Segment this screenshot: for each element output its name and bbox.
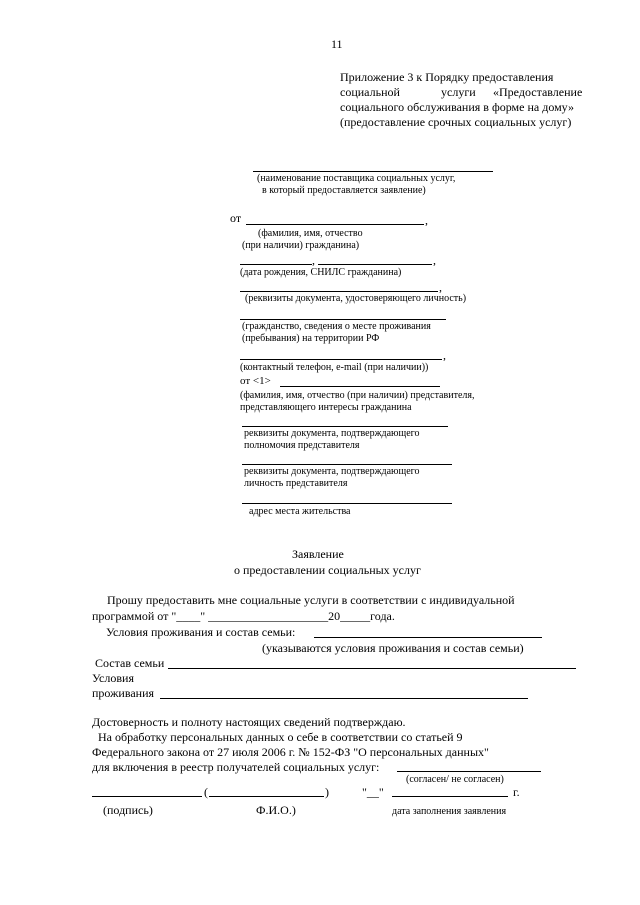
paren-close: ) bbox=[325, 785, 329, 799]
powers-doc-hint-2: полномочия представителя bbox=[244, 440, 360, 451]
citizenship-hint-1: (гражданство, сведения о месте проживания bbox=[242, 321, 431, 332]
signature-line[interactable] bbox=[92, 796, 202, 797]
applicant-name-hint-1: (фамилия, имя, отчество bbox=[258, 228, 363, 239]
family-line[interactable] bbox=[168, 668, 576, 669]
provider-hint-1: (наименование поставщика социальных услуг, bbox=[257, 173, 456, 184]
provider-name-line[interactable] bbox=[253, 171, 493, 172]
comma: , bbox=[312, 253, 315, 267]
date-label: дата заполнения заявления bbox=[392, 806, 507, 817]
contact-hint: (контактный телефон, e-mail (при наличии)) bbox=[240, 362, 429, 373]
address-hint: адрес места жительства bbox=[249, 506, 351, 517]
rep-identity-doc-line[interactable] bbox=[242, 464, 452, 465]
conditions-label: Условия проживания и состав семьи: bbox=[106, 625, 296, 639]
comma: , bbox=[433, 253, 436, 267]
citizenship-hint-2: (пребывания) на территории РФ bbox=[242, 333, 380, 344]
signature-label: (подпись) bbox=[103, 803, 153, 817]
comma: , bbox=[439, 280, 442, 294]
fio-line[interactable] bbox=[209, 796, 324, 797]
living-line[interactable] bbox=[160, 698, 528, 699]
family-label: Состав семьи bbox=[95, 656, 165, 670]
request-line-2: программой от "____" ____________________20_____года. bbox=[92, 609, 395, 623]
rep-identity-doc-hint-1: реквизиты документа, подтверждающего bbox=[244, 466, 420, 477]
consent-answer-line[interactable] bbox=[397, 771, 541, 772]
contact-line[interactable] bbox=[240, 359, 442, 360]
confirm-text: Достоверность и полноту настоящих сведений подтверждаю. bbox=[92, 715, 406, 729]
conditions-hint: (указываются условия проживания и состав семьи) bbox=[262, 641, 524, 655]
representative-name-hint-1: (фамилия, имя, отчество (при наличии) представителя, bbox=[240, 390, 475, 401]
consent-line-2: Федерального закона от 27 июля 2006 г. № 152-ФЗ "О персональных данных" bbox=[92, 745, 489, 759]
living-label-1: Условия bbox=[92, 671, 134, 685]
provider-hint-2: в который предоставляется заявление) bbox=[262, 185, 426, 196]
consent-line-1: На обработку персональных данных о себе в соответствии со статьей 9 bbox=[98, 730, 463, 744]
date-month-line[interactable] bbox=[392, 796, 508, 797]
identity-doc-hint: (реквизиты документа, удостоверяющего личность) bbox=[245, 293, 467, 304]
page-number: 11 bbox=[331, 37, 343, 51]
representative-name-hint-2: представляющего интересы гражданина bbox=[240, 402, 412, 413]
applicant-name-line[interactable] bbox=[246, 224, 424, 225]
appendix-line-3: социального обслуживания в форме на дому» bbox=[340, 100, 574, 114]
fio-label: Ф.И.О.) bbox=[256, 803, 296, 817]
address-line[interactable] bbox=[242, 503, 452, 504]
appendix-line-2b: услуги bbox=[441, 85, 476, 99]
from-label: от bbox=[230, 211, 242, 225]
representative-from-label: от <1> bbox=[240, 375, 271, 387]
document-subtitle: о предоставлении социальных услуг bbox=[234, 563, 421, 577]
consent-line-3: для включения в реестр получателей социальных услуг: bbox=[92, 760, 380, 774]
powers-doc-line[interactable] bbox=[242, 426, 448, 427]
living-label-2: проживания bbox=[92, 686, 155, 700]
citizenship-line[interactable] bbox=[240, 319, 446, 320]
consent-hint: (согласен/ не согласен) bbox=[406, 774, 504, 785]
appendix-line-1: Приложение 3 к Порядку предоставления bbox=[340, 70, 554, 84]
appendix-line-4: (предоставление срочных социальных услуг) bbox=[340, 115, 572, 129]
powers-doc-hint-1: реквизиты документа, подтверждающего bbox=[244, 428, 420, 439]
date-day-field[interactable]: "__" bbox=[362, 785, 384, 799]
year-suffix: г. bbox=[513, 785, 520, 799]
paren-open: ( bbox=[204, 785, 208, 799]
comma: , bbox=[425, 213, 428, 227]
comma: , bbox=[443, 348, 446, 362]
birth-snils-hint: (дата рождения, СНИЛС гражданина) bbox=[240, 267, 402, 278]
representative-name-line[interactable] bbox=[280, 386, 440, 387]
identity-doc-line[interactable] bbox=[240, 291, 438, 292]
request-line-1: Прошу предоставить мне социальные услуги в соответствии с индивидуальной bbox=[107, 593, 515, 607]
document-title: Заявление bbox=[292, 547, 344, 561]
appendix-line-2c: «Предоставление bbox=[493, 85, 583, 99]
birth-date-line[interactable] bbox=[240, 264, 312, 265]
applicant-name-hint-2: (при наличии) гражданина) bbox=[242, 240, 360, 251]
rep-identity-doc-hint-2: личность представителя bbox=[244, 478, 348, 489]
conditions-line[interactable] bbox=[314, 637, 542, 638]
appendix-line-2a: социальной bbox=[340, 85, 400, 99]
snils-line[interactable] bbox=[318, 264, 432, 265]
